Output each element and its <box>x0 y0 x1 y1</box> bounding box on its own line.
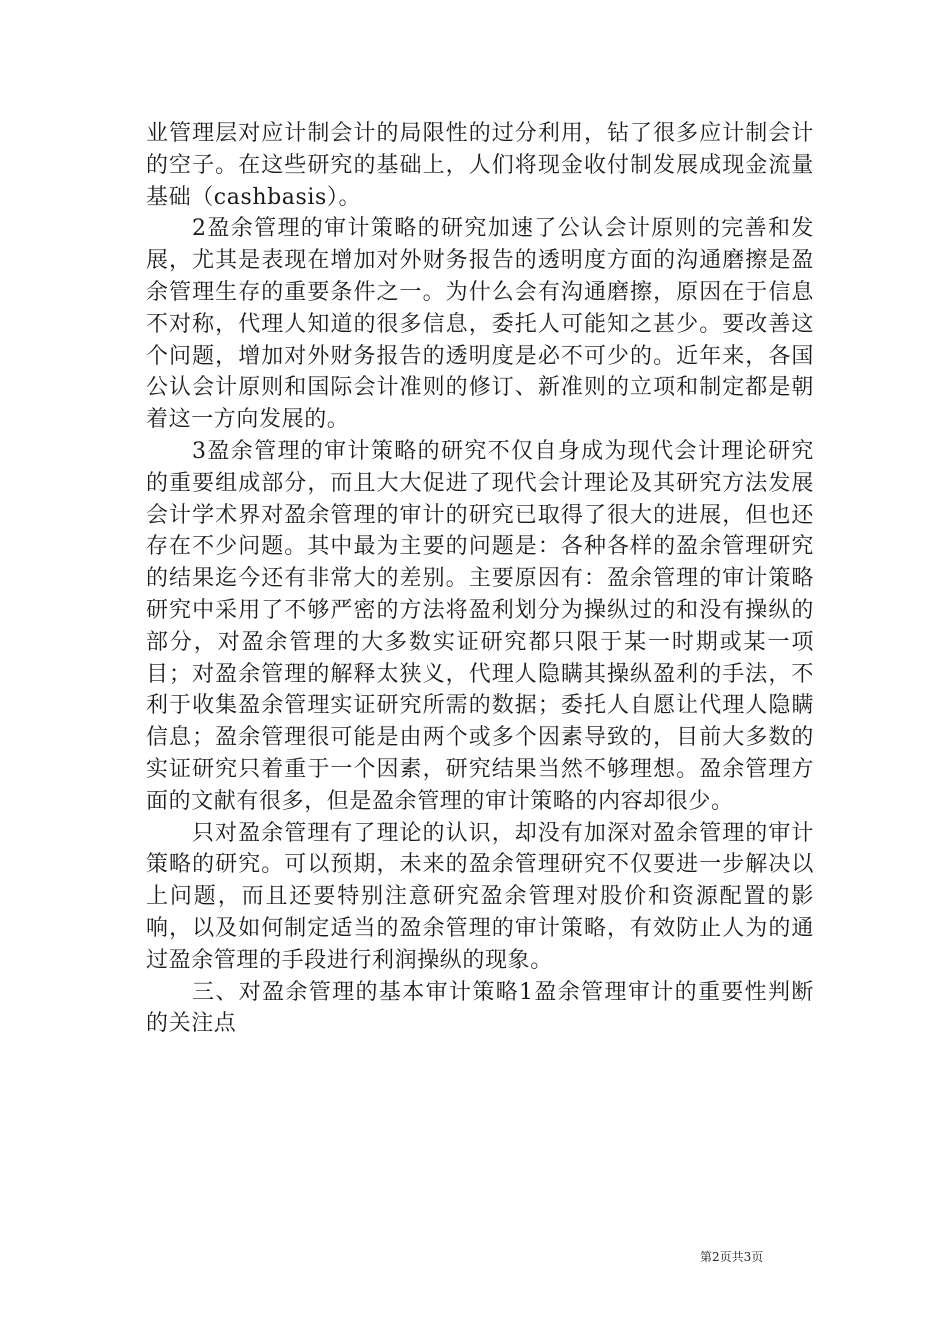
paragraph-2: 2盈余管理的审计策略的研究加速了公认会计原则的完善和发展，尤其是表现在增加对外财务报告的透明度方面的沟通磨擦是盈余管理生存的重要条件之一。为什么会有沟通磨擦，原因在于信息不对称，代理人知道的很多信息，委托人可能知之甚少。要改善这个问题，增加对外财务报告的透明度是必不可少的。近年来，各国公认会计原则和国际会计准则的修订、新准则的立项和制定都是朝着这一方向发展的。 <box>146 216 814 433</box>
page-number-footer: 第2页共3页 <box>700 1250 764 1264</box>
paragraph-3: 3盈余管理的审计策略的研究不仅自身成为现代会计理论研究的重要组成部分，而且大大促进了现代会计理论及其研究方法发展会计学术界对盈余管理的审计的研究已取得了很大的进展，但也还存在不少问题。其中最为主要的问题是：各种各样的盈余管理研究的结果迄今还有非常大的差别。主要原因有：盈余管理的审计策略研究中采用了不够严密的方法将盈利划分为操纵过的和没有操纵的部分，对盈余管理的大多数实证研究都只限于某一时期或某一项目；对盈余管理的解释太狭义，代理人隐瞒其操纵盈利的手法，不利于收集盈余管理实证研究所需的数据；委托人自愿让代理人隐瞒信息；盈余管理很可能是由两个或多个因素导致的，目前大多数的实证研究只着重于一个因素，研究结果当然不够理想。盈余管理方面的文献有很多，但是盈余管理的审计策略的内容却很少。 <box>146 438 814 814</box>
paragraph-4: 只对盈余管理有了理论的认识，却没有加深对盈余管理的审计策略的研究。可以预期，未来的盈余管理研究不仅要进一步解决以上问题，而且还要特别注意研究盈余管理对股价和资源配置的影响，以及如何制定适当的盈余管理的审计策略，有效防止人为的通过盈余管理的手段进行利润操纵的现象。 <box>146 820 814 973</box>
paragraph-5: 三、对盈余管理的基本审计策略1盈余管理审计的重要性判断的关注点 <box>146 979 814 1037</box>
paragraph-1: 业管理层对应计制会计的局限性的过分利用，钻了很多应计制会计的空子。在这些研究的基础上，人们将现金收付制发展成现金流量基础（cashbasis）。 <box>146 121 814 210</box>
document-body <box>146 118 814 1040</box>
